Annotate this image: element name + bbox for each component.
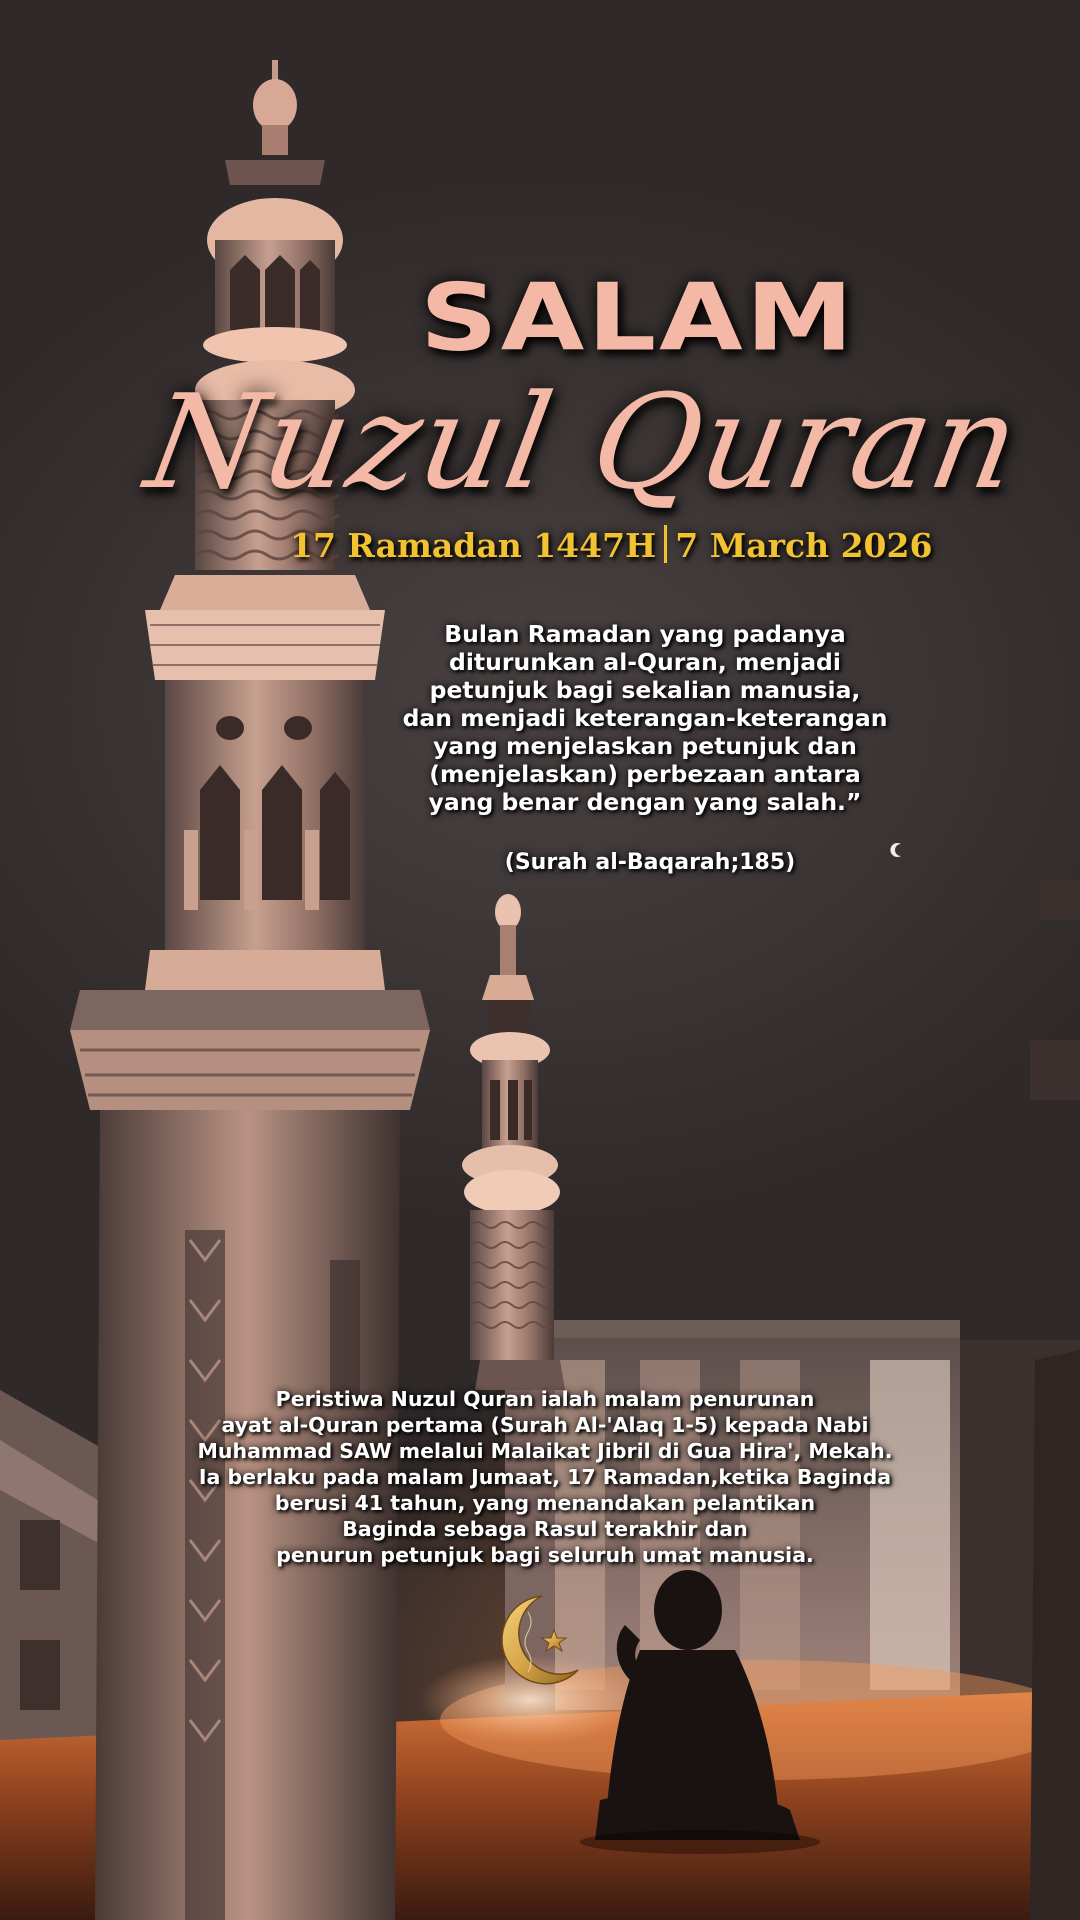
hijri-date: 17 Ramadan 1447H — [290, 526, 657, 565]
story-line: Ia berlaku pada malam Jumaat, 17 Ramadan,ketika Baginda — [198, 1465, 892, 1489]
verse-line: diturunkan al-Quran, menjadi — [449, 648, 841, 676]
date-line — [290, 522, 933, 570]
verse-line: yang benar dengan yang salah.” — [428, 788, 862, 816]
verse-line: yang menjelaskan petunjuk dan — [433, 732, 857, 760]
story-line: ayat al-Quran pertama (Surah Al-'Alaq 1-5) kepada Nabi — [221, 1413, 869, 1437]
verse-citation: (Surah al-Baqarah;185) — [504, 850, 796, 875]
verse-line: (menjelaskan) perbezaan antara — [429, 760, 861, 788]
story-line: berusi 41 tahun, yang menandakan pelantikan — [274, 1491, 816, 1515]
nuzul-quran-story — [120, 1386, 970, 1568]
story-line: Baginda sebaga Rasul terakhir dan — [342, 1517, 748, 1541]
crescent-star-icon — [492, 1592, 582, 1690]
verse-line: petunjuk bagi sekalian manusia, — [429, 676, 861, 704]
verse-line: dan menjadi keterangan-keterangan — [402, 704, 888, 732]
title-nuzul-quran: Nuzul Quran — [136, 366, 1032, 518]
story-line: penurun petunjuk bagi seluruh umat manusia. — [276, 1543, 814, 1567]
verse-line: Bulan Ramadan yang padanya — [444, 620, 846, 648]
story-line: Muhammad SAW melalui Malaikat Jibril di Gua Hira', Mekah. — [197, 1439, 893, 1463]
quran-verse — [370, 620, 920, 816]
gregorian-date: 7 March 2026 — [675, 526, 933, 565]
date-separator — [664, 525, 667, 563]
title-salam: SALAM — [420, 264, 857, 372]
story-line: Peristiwa Nuzul Quran ialah malam penurunan — [275, 1387, 815, 1411]
